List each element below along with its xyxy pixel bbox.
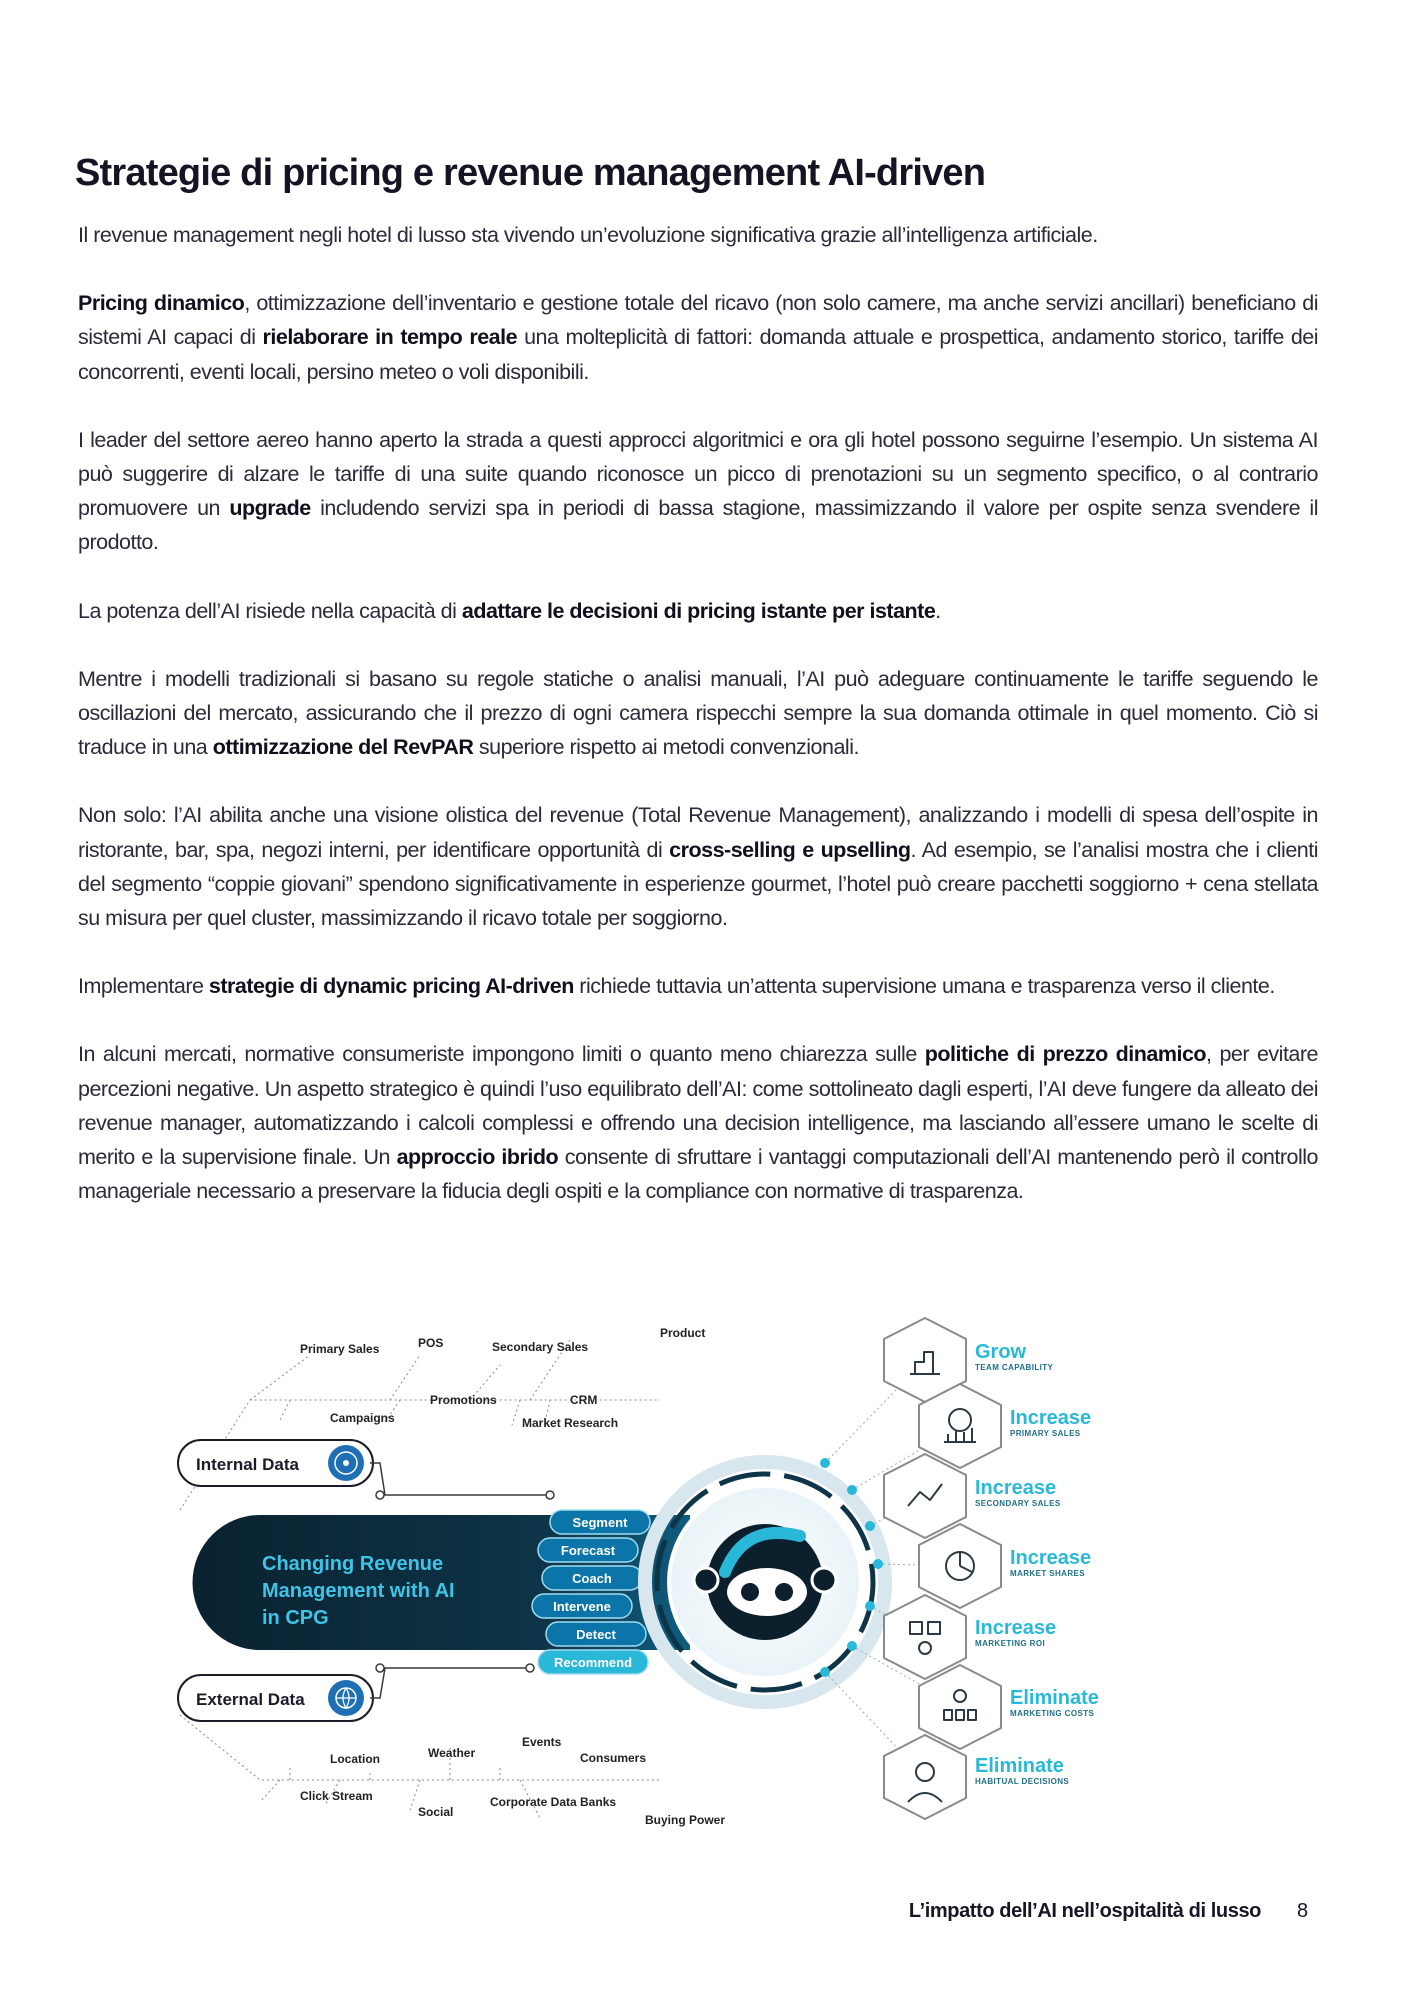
outcome-market-shares — [919, 1524, 1091, 1608]
internal-sources — [300, 1326, 705, 1430]
source-label: Promotions — [430, 1393, 497, 1407]
text-run: . — [935, 598, 941, 623]
text-run: superiore rispetto ai metodi convenzionali. — [473, 735, 859, 760]
text-run: includendo servizi spa in periodi di bassa stagione, massimizzando il valore per ospite senza svendere il prodotto. — [78, 496, 1318, 555]
svg-text:SECONDARY SALES: SECONDARY SALES — [975, 1499, 1061, 1508]
source-label: Market Research — [522, 1416, 619, 1430]
text-run: Implementare — [78, 974, 209, 999]
svg-text:External Data: External Data — [196, 1690, 305, 1709]
text-run: , ottimizzazione dell’inventario e gestione totale del ricavo (non solo camere, ma anche servizi ancillari) beneficiano di sistemi AI capaci di — [78, 291, 1318, 350]
text-run: richiede tuttavia un’attenta supervisione umana e trasparenza verso il cliente. — [573, 974, 1275, 999]
bold-run: cross-selling e upselling — [669, 837, 911, 862]
text-run: . Ad esempio, se l’analisi mostra che i clienti del segmento “coppie giovani” spendono significativamente in esperienze gourmet, l’hotel può creare pacchetti soggiorno + cena stellata su misura per quel cluster, massimizzando il ricavo totale per soggiorno. — [78, 837, 1318, 931]
outcome-marketing-roi — [884, 1595, 1056, 1679]
svg-text:MARKETING ROI: MARKETING ROI — [975, 1639, 1046, 1648]
source-label: Weather — [428, 1746, 476, 1760]
text-run: , per evitare percezioni negative. Un aspetto strategico è quindi l’uso equilibrato dell’AI: come sottolineato dagli esperti, l’AI deve fungere da alleato dei revenue manager, automatizzando i calcoli complessi e offrendo una decision intelligence, ma lasciando all’essere umano le scelte di merito e la supervisione finale. Un — [78, 1042, 1318, 1170]
action-pill: Segment — [572, 1515, 628, 1530]
source-label: Events — [522, 1735, 562, 1749]
text-run: La potenza dell’AI risiede nella capacità di — [78, 598, 462, 623]
svg-text:Management with AI: Management with AI — [262, 1580, 455, 1602]
outcome-hexagons — [884, 1318, 1099, 1819]
source-label: Secondary Sales — [492, 1340, 589, 1354]
source-label: Campaigns — [330, 1411, 395, 1425]
paragraph — [78, 798, 1318, 935]
text-run: In alcuni mercati, normative consumeriste impongono limiti o quanto meno chiarezza sulle — [78, 1042, 925, 1067]
svg-text:HABITUAL DECISIONS: HABITUAL DECISIONS — [975, 1777, 1070, 1786]
action-pill: Detect — [576, 1627, 616, 1642]
source-label: CRM — [570, 1393, 598, 1407]
paragraph — [78, 218, 1318, 252]
external-sources — [300, 1735, 725, 1827]
source-label: Consumers — [580, 1751, 647, 1765]
svg-text:in CPG: in CPG — [262, 1607, 329, 1629]
paragraph — [78, 286, 1318, 389]
bold-run: politiche di prezzo dinamico — [924, 1042, 1207, 1067]
svg-text:TEAM CAPABILITY: TEAM CAPABILITY — [975, 1363, 1054, 1372]
action-pill: Coach — [572, 1571, 612, 1586]
svg-text:Eliminate: Eliminate — [1010, 1687, 1099, 1709]
text-run: Non solo: l’AI abilita anche una visione olistica del revenue (Total Revenue Management), analizzando i modelli di spesa dell’ospite in ristorante, bar, spa, negozi interni, per identificare opportunità di — [78, 803, 1318, 862]
text-run: Mentre i modelli tradizionali si basano su regole statiche o analisi manuali, l’AI può adeguare continuamente le tariffe seguendo le oscillazioni del mercato, assicurando che il prezzo di ogni camera rispecchi sempre la sua domanda ottimale in quel momento. Ciò si traduce in una — [78, 666, 1318, 760]
source-label: POS — [418, 1336, 444, 1350]
svg-text:MARKET SHARES: MARKET SHARES — [1010, 1569, 1085, 1578]
bold-run: Pricing dinamico — [78, 291, 245, 316]
source-label: Click Stream — [300, 1789, 373, 1803]
bold-run: rielaborare in tempo reale — [262, 325, 518, 350]
bold-run: ottimizzazione del RevPAR — [212, 735, 474, 760]
paragraph — [78, 662, 1318, 765]
paragraph — [78, 1037, 1318, 1208]
bold-run: upgrade — [229, 496, 311, 521]
action-pill: Intervene — [553, 1599, 611, 1614]
bold-run: adattare le decisioni di pricing istante per istante — [461, 598, 936, 623]
outcome-habitual-decisions — [884, 1735, 1069, 1819]
paragraph — [78, 594, 1318, 628]
paragraph — [78, 969, 1318, 1003]
body-text — [78, 218, 1318, 1242]
svg-text:Increase: Increase — [975, 1477, 1057, 1499]
svg-text:Changing Revenue: Changing Revenue — [262, 1553, 444, 1575]
svg-text:Internal Data: Internal Data — [196, 1455, 299, 1474]
outcome-secondary-sales — [884, 1454, 1061, 1538]
text-run: Il revenue management negli hotel di lusso sta vivendo un’evoluzione significativa grazie all’intelligenza artificiale. — [78, 223, 1098, 247]
infographic-svg — [170, 1310, 1230, 1850]
bold-run: approccio ibrido — [396, 1145, 559, 1170]
text-run: una molteplicità di fattori: domanda attuale e prospettica, andamento storico, tariffe dei concorrenti, eventi locali, persino meteo o voli disponibili. — [78, 325, 1319, 384]
svg-text:Increase: Increase — [1010, 1547, 1092, 1569]
svg-text:PRIMARY SALES: PRIMARY SALES — [1010, 1429, 1081, 1438]
text-run: I leader del settore aereo hanno aperto la strada a questi approcci algoritmici e ora gli hotel possono seguirne l’esempio. Un sistema AI può suggerire di alzare le tariffe di una suite quando riconosce un picco di prenotazioni su un segmento specifico, o al contrario promuovere un — [78, 427, 1318, 521]
action-pill: Forecast — [560, 1543, 616, 1558]
source-label: Social — [418, 1805, 454, 1819]
paragraph — [78, 423, 1318, 560]
outcome-marketing-costs — [919, 1665, 1099, 1749]
svg-text:Eliminate: Eliminate — [975, 1755, 1064, 1777]
action-pill: Recommend — [553, 1655, 633, 1670]
svg-text:Increase: Increase — [1010, 1407, 1092, 1429]
svg-text:Grow: Grow — [975, 1341, 1027, 1363]
footer-title: L’impatto dell’AI nell’ospitalità di lusso — [908, 1900, 1261, 1922]
svg-text:MARKETING COSTS: MARKETING COSTS — [1010, 1709, 1095, 1718]
svg-text:Increase: Increase — [975, 1617, 1057, 1639]
bold-run: strategie di dynamic pricing AI-driven — [208, 974, 574, 999]
outcome-primary-sales — [919, 1384, 1091, 1468]
internal-data-pill — [178, 1440, 373, 1486]
text-run: consente di sfruttare i vantaggi computazionali dell’AI mantenendo però il controllo manageriale necessario a preservare la fiducia degli ospiti e la compliance con normative di trasparenza. — [78, 1145, 1318, 1204]
page-title: Strategie di pricing e revenue management AI-driven — [75, 152, 986, 194]
external-data-pill — [178, 1675, 373, 1721]
source-label: Primary Sales — [300, 1342, 380, 1356]
revenue-ai-infographic — [170, 1310, 1230, 1850]
source-label: Product — [660, 1326, 706, 1340]
source-label: Location — [330, 1752, 380, 1766]
page-number: 8 — [1297, 1900, 1309, 1922]
source-label: Buying Power — [645, 1813, 726, 1827]
source-label: Corporate Data Banks — [490, 1795, 617, 1809]
